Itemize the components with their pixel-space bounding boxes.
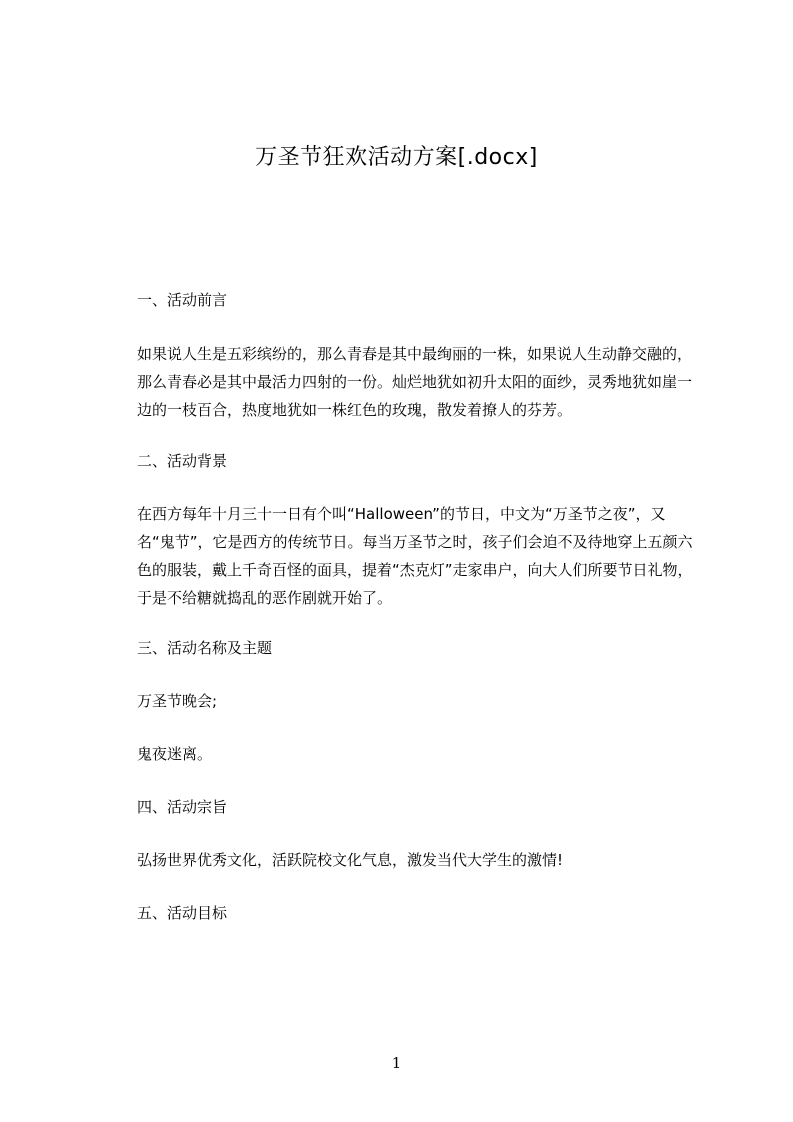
section-heading-goal: 五、活动目标 — [137, 904, 228, 922]
list-item: 鬼夜迷离。 — [137, 745, 213, 763]
section-paragraph-background — [107, 500, 695, 612]
section-heading-purpose: 四、活动宗旨 — [137, 798, 228, 816]
document-title: 万圣节狂欢活动方案[.docx] — [255, 145, 538, 170]
section-heading-preface: 一、活动前言 — [137, 291, 228, 309]
list-item: 万圣节晚会; — [137, 692, 218, 710]
paragraph-text: 如果说人生是五彩缤纷的，那么青春是其中最绚丽的一株，如果说人生动静交融的，那么青春必是其中最活力四射的一份。灿烂地犹如初升太阳的面纱，灵秀地犹如崖一边的一枝百合，热度地犹如一株红色的玫瑰，散发着撩人的芬芳。 — [137, 345, 693, 419]
list-item: 弘扬世界优秀文化，活跃院校文化气息，激发当代大学生的激情! — [137, 851, 564, 869]
section-heading-theme: 三、活动名称及主题 — [137, 639, 273, 657]
section-paragraph-preface — [107, 340, 695, 424]
page-number: 1 — [391, 1054, 402, 1072]
section-heading-background: 二、活动背景 — [137, 452, 228, 470]
paragraph-text: 在西方每年十月三十一日有个叫“Halloween”的节日，中文为“万圣节之夜”，又名“鬼节”，它是西方的传统节日。每当万圣节之时，孩子们会迫不及待地穿上五颜六色的服装，戴上千奇百怪的面具，提着“杰克灯”走家串户，向大人们所要节日礼物，于是不给糖就捣乱的恶作剧就开始了。 — [137, 505, 693, 607]
